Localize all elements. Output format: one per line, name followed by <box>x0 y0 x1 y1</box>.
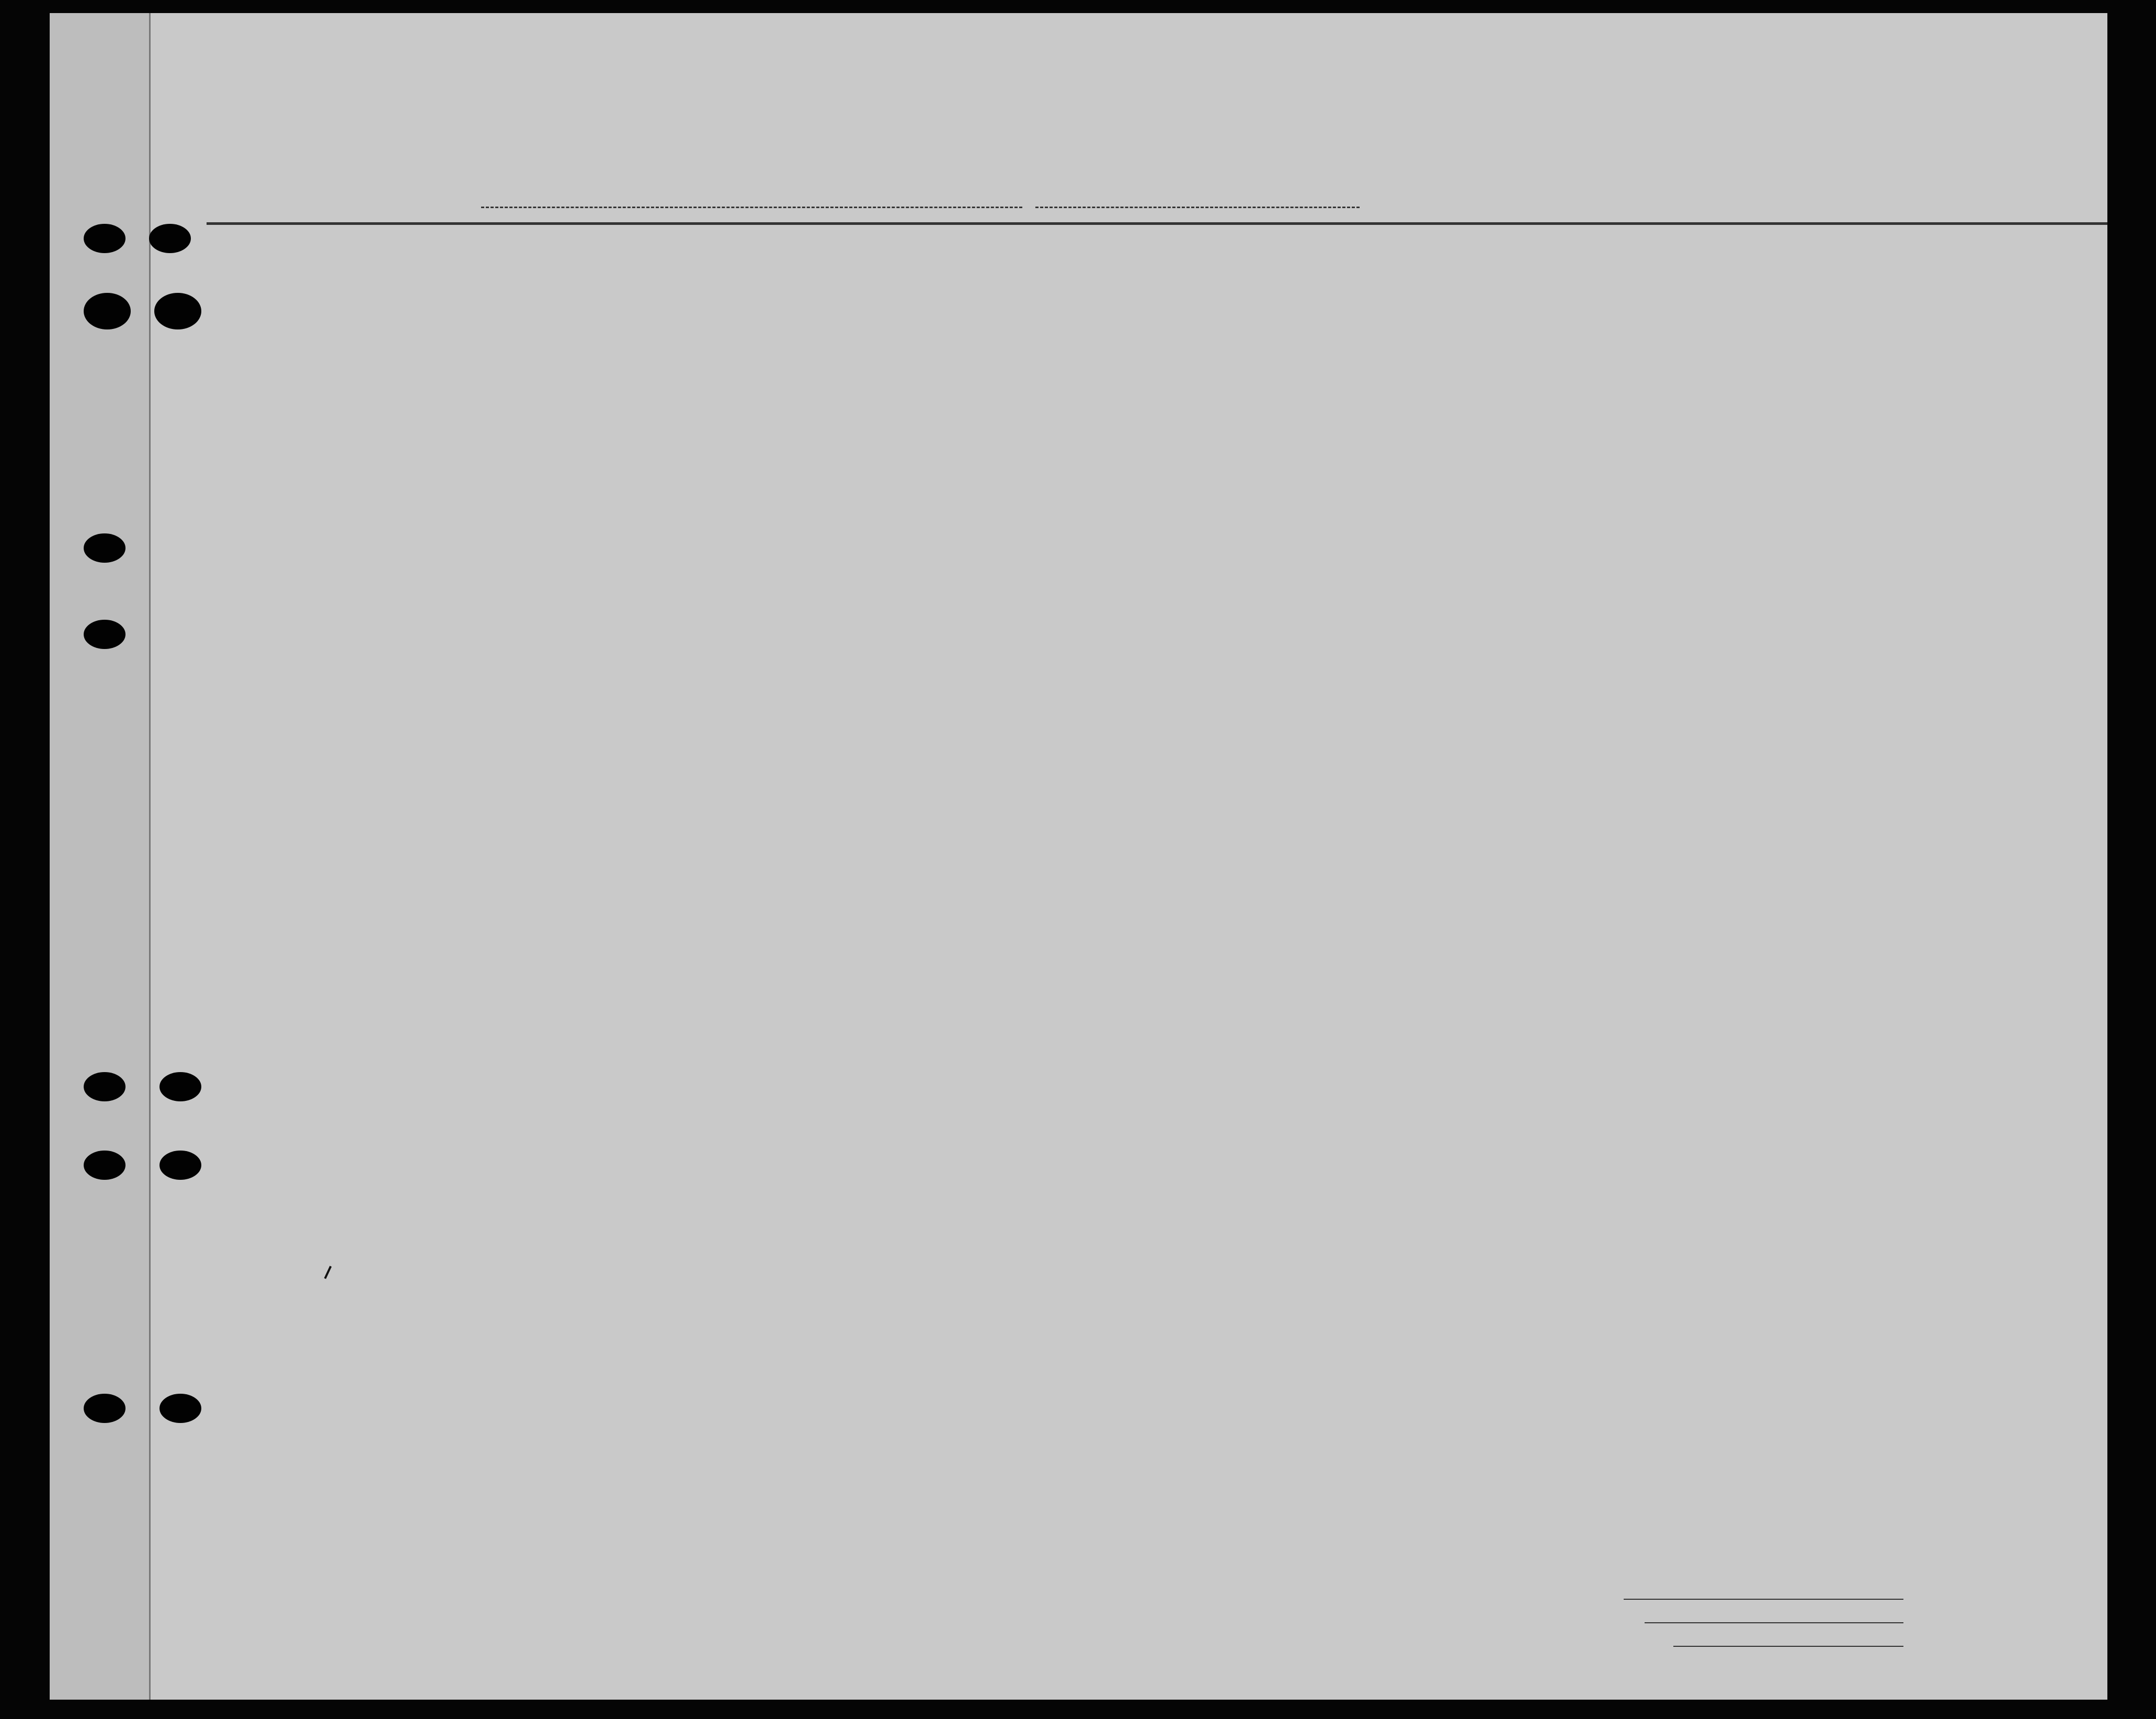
punch-hole <box>84 533 126 563</box>
punch-hole <box>159 1151 201 1180</box>
hdr-excluded <box>1639 275 1655 405</box>
punch-hole <box>84 620 126 649</box>
hdr-purpose-a <box>1333 301 1360 405</box>
punch-hole <box>159 1072 201 1101</box>
punch-hole <box>149 224 191 253</box>
hdr-labor <box>1598 275 1629 405</box>
hdr-purpose-b <box>1375 301 1399 405</box>
punch-hole <box>84 293 131 329</box>
punch-hole <box>154 293 201 329</box>
hdr-purpose-c <box>1416 301 1439 405</box>
hdr-anarchist <box>1520 275 1536 405</box>
hdr-feet <box>1823 327 1836 384</box>
owners-underline <box>1645 1622 1903 1623</box>
line-underline <box>1624 1599 1903 1600</box>
manifest-grid <box>50 13 2107 1700</box>
punch-hole <box>84 1394 126 1423</box>
hdr-overthrow <box>1545 275 1587 405</box>
hdr-fifty-dollars <box>863 272 884 397</box>
hdr-prison <box>1456 275 1485 405</box>
hdr-polygamist <box>1496 275 1511 405</box>
agents-underline <box>1673 1646 1903 1647</box>
punch-hole <box>159 1394 201 1423</box>
punch-hole <box>84 1151 126 1180</box>
punch-hole <box>84 224 126 253</box>
hdr-ticket <box>740 272 761 397</box>
hdr-inches <box>1847 327 1861 384</box>
manifest-sheet <box>50 13 2107 1700</box>
hdr-deported <box>1667 275 1683 405</box>
punch-hole <box>84 1072 126 1101</box>
